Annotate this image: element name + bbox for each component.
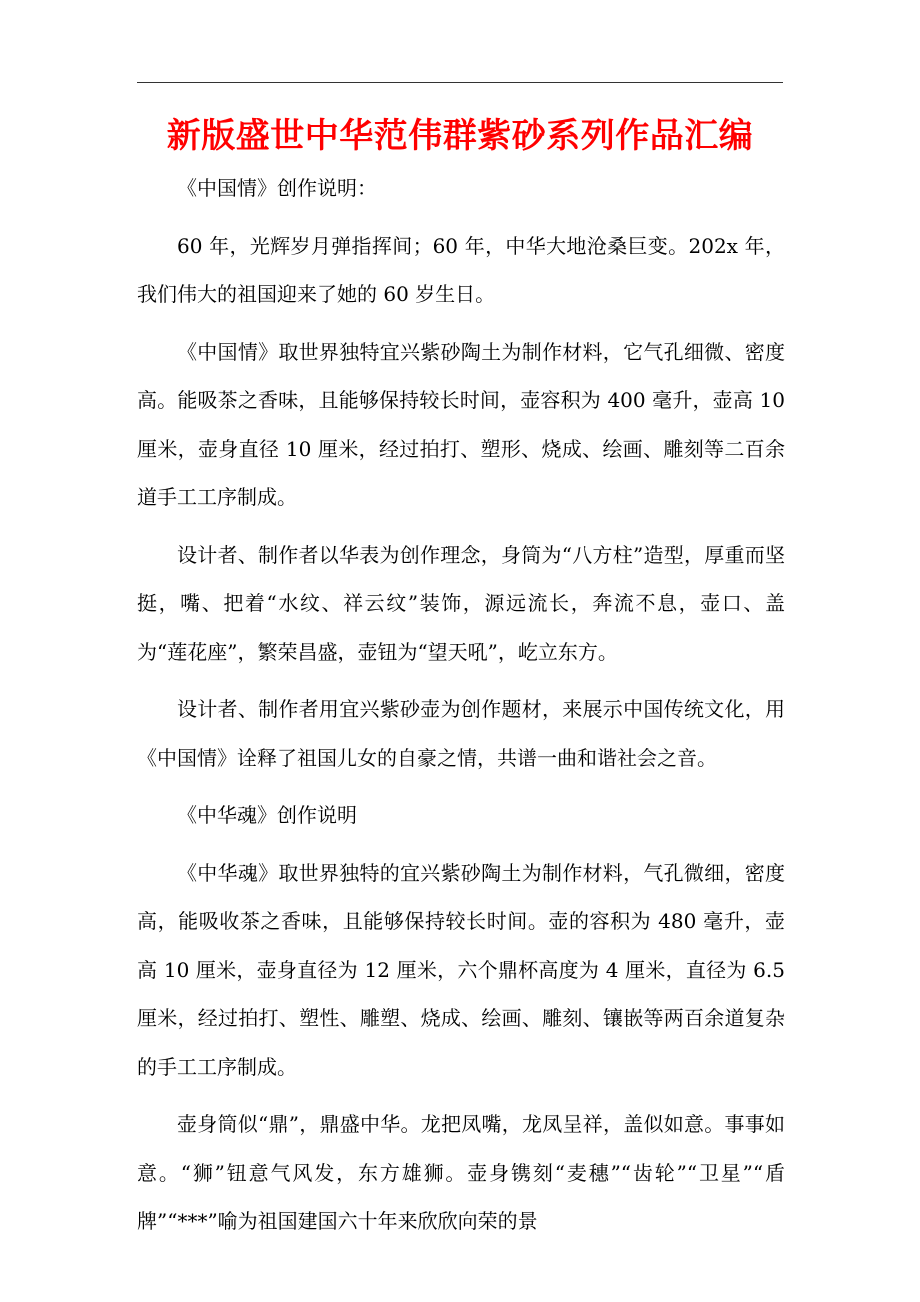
- document-body: [137, 164, 785, 1246]
- document-title: 新版盛世中华范伟群紫砂系列作品汇编: [166, 116, 754, 156]
- paragraph: 《中华魂》取世界独特的宜兴紫砂陶土为制作材料，气孔微细，密度高，能吸收茶之香味，且能够保持较长时间。壶的容积为 480 毫升，壶高 10 厘米，壶身直径为 12 厘米，六个鼎杯高度为 4 厘米，直径为 6.5 厘米，经过拍打、塑性、雕塑、烧成、绘画、雕刻、镶嵌等两百余道复杂的手工工序制成。: [137, 860, 785, 1079]
- paragraph: 60 年，光辉岁月弹指挥间；60 年，中华大地沧桑巨变。202x 年，我们伟大的祖国迎来了她的 60 岁生日。: [137, 233, 785, 306]
- header-rule: [137, 82, 783, 83]
- paragraph: 壶身筒似“鼎”，鼎盛中华。龙把凤嘴，龙凤呈祥，盖似如意。事事如意。“狮”钮意气风发，东方雄狮。壶身镌刻“麦穗”“齿轮”“卫星”“盾牌”“***”喻为祖国建国六十年来欣欣向荣的景: [137, 1112, 785, 1233]
- paragraph: 设计者、制作者以华表为创作理念，身筒为“八方柱”造型，厚重而坚挺，嘴、把着“水纹、祥云纹”装饰，源远流长，奔流不息，壶口、盖为“莲花座”，繁荣昌盛，壶钮为“望天吼”，屹立东方。: [137, 542, 785, 664]
- paragraph: 设计者、制作者用宜兴紫砂壶为创作题材，来展示中国传统文化，用《中国情》诠释了祖国儿女的自豪之情，共谱一曲和谐社会之音。: [137, 697, 785, 770]
- section-heading-zhonghuahun: 《中华魂》创作说明: [177, 803, 357, 827]
- paragraph: 《中国情》取世界独特宜兴紫砂陶土为制作材料，它气孔细微、密度高。能吸茶之香味，且能够保持较长时间，壶容积为 400 毫升，壶高 10 厘米，壶身直径 10 厘米，经过拍打、塑形、烧成、绘画、雕刻等二百余道手工工序制成。: [137, 339, 785, 509]
- section-heading-zhongguoqing: 《中国情》创作说明：: [177, 176, 377, 200]
